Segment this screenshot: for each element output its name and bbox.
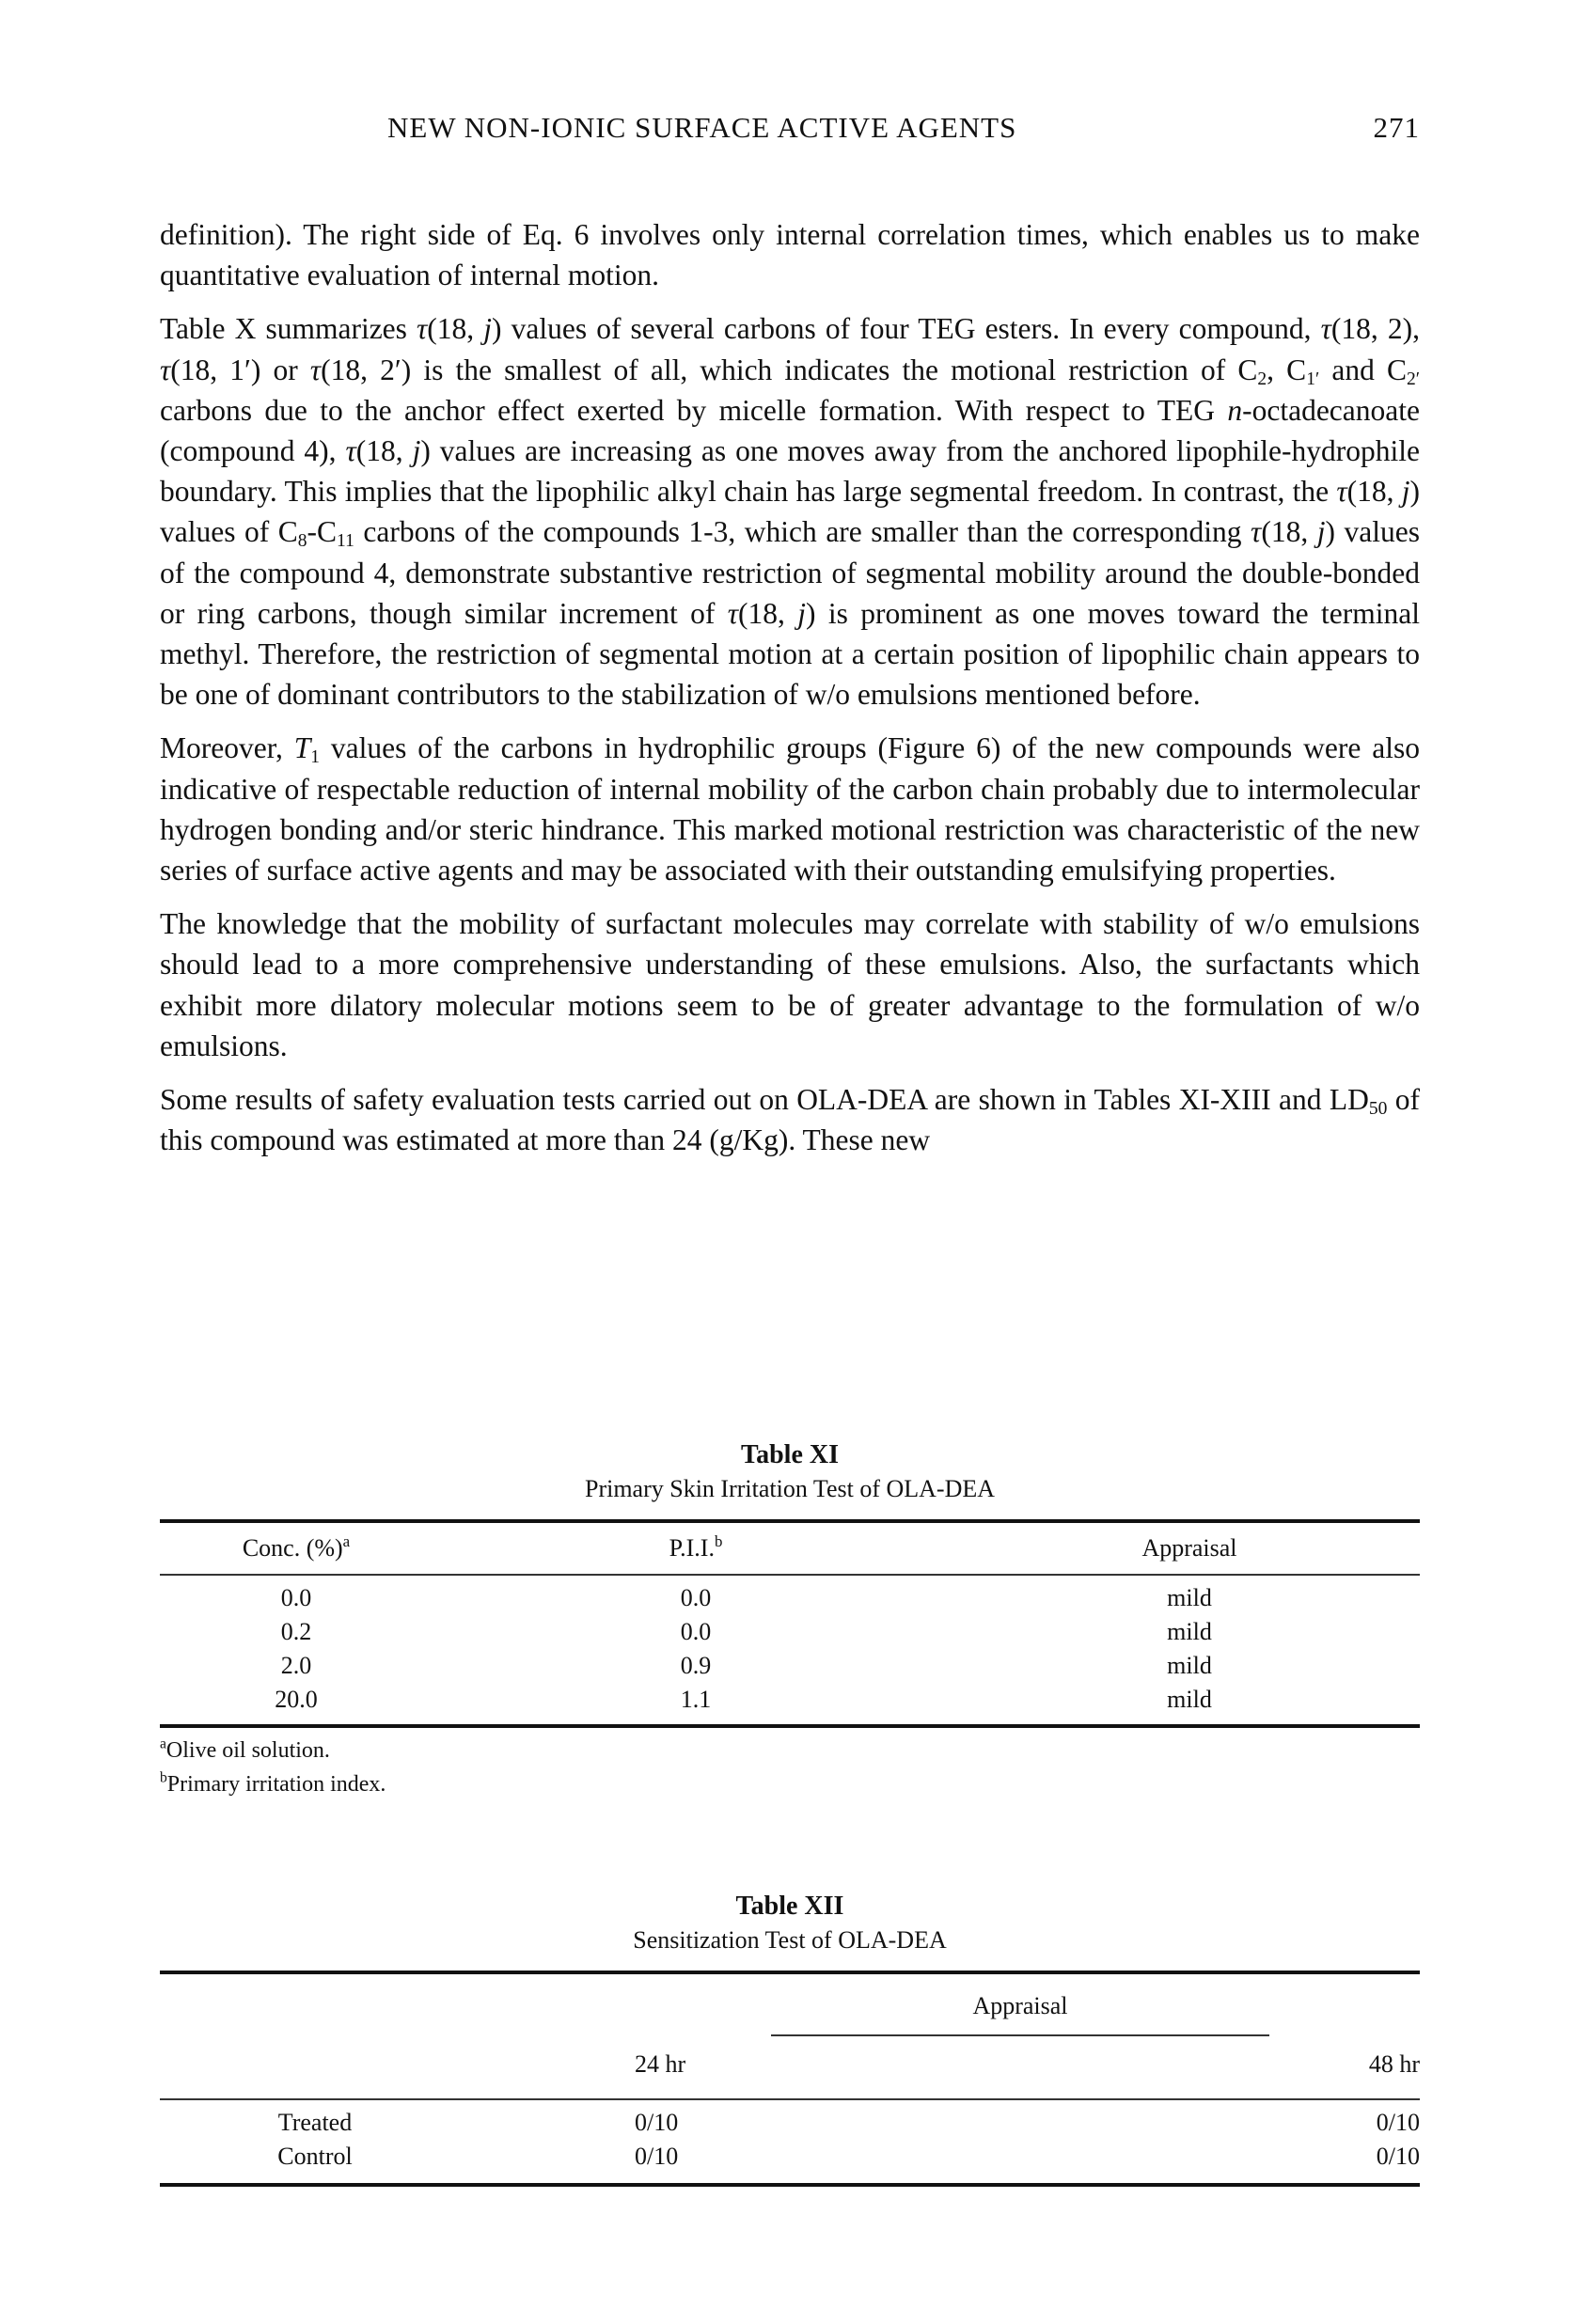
table-footnote-b: $^b$Primary irritation index. [160, 1769, 386, 1797]
table-xii-title: Sensitization Test of OLA-DEA [633, 1926, 947, 1954]
table-row: Treated 0/10 0/10 [277, 2109, 1420, 2136]
table-xi [160, 1438, 1420, 1801]
table-row: 0.0 0.0 mild [280, 1584, 1212, 1611]
header-pii: P.I.I.$^b$ [669, 1531, 723, 1562]
paragraph-4: The knowledge that the mobility of surfactant molecules may correlate with stability of w/o emulsions should lead to a more comprehensive understanding of these emulsions. Also, the surfactants which exhibit more dilatory molecular motions seem to be of greater advantage to the formulation of w/o emulsions. [160, 907, 1420, 1062]
paragraph-1: definition). The right side of Eq. 6 involves only internal correlation times, which enables us to make quantitative evaluation of internal motion. [160, 218, 1420, 292]
table-row: 0.2 0.0 mild [280, 1618, 1212, 1645]
running-head [0, 111, 1574, 152]
table-top-rule [160, 1971, 1420, 1974]
running-title: NEW NON-IONIC SURFACE ACTIVE AGENTS [387, 111, 1017, 144]
table-header-row [160, 2036, 1420, 2093]
table-row: 2.0 0.9 mild [280, 1652, 1212, 1679]
header-conc: Conc. (%)$^a$ [242, 1531, 351, 1562]
table-bottom-rule [160, 1724, 1420, 1728]
body-text [160, 214, 1420, 1173]
table-xii [160, 1890, 1420, 2187]
table-xi-label: Table XI [740, 1440, 839, 1469]
table-footnote-a: $^a$Olive oil solution. [160, 1735, 330, 1763]
page-number: 271 [1373, 111, 1420, 144]
header-48hr: 48 hr [1368, 2050, 1420, 2078]
paragraph-2: Table X summarizes τ(18, j) values of several carbons of four TEG esters. In every compound, τ(18, 2), τ(18, 1′) or τ(18, 2′) is the smallest of all, which indicates the motional restriction of $C_2$, $C_{1'}$ and $C_{2'}$ carbons due to the anchor effect exerted by micelle formation. With respect to TEG n-octadecanoate (compound 4), τ(18, j) values are increasing as one moves away from the anchored lipophile-hydrophile boundary. This implies that the lipophilic alkyl chain has large segmental freedom. In contrast, the τ(18, j) values of $C_8-C_{11}$ carbons of the compounds 1-3, which are smaller than the corresponding τ(18, j) values of the compound 4, demonstrate substantive restriction of segmental mobility around the double-bonded or ring carbons, though similar increment of τ(18, j) is prominent as one moves toward the terminal methyl. Therefore, the restriction of segmental motion at a certain position of lipophilic chain appears to be one of dominant contributors to the stabilization of w/o emulsions mentioned before. [160, 312, 1420, 712]
paragraph-5: Some results of safety evaluation tests carried out on OLA-DEA are shown in Tables XI-XIII and $LD_{50}$ of this compound was estimated at more than 24 (g/Kg). These new [160, 1083, 1420, 1157]
table-header-rule [160, 1574, 1420, 1576]
header-appraisal-group: Appraisal [972, 1992, 1068, 2019]
table-row: Control 0/10 0/10 [277, 2143, 1420, 2170]
table-header-rule [160, 2098, 1420, 2100]
table-xi-title: Primary Skin Irritation Test of OLA-DEA [584, 1475, 996, 1502]
table-row: 20.0 1.1 mild [275, 1686, 1212, 1713]
header-appraisal: Appraisal [1141, 1534, 1237, 1562]
table-xii-label: Table XII [735, 1892, 844, 1921]
table-bottom-rule [160, 2183, 1420, 2187]
header-24hr: 24 hr [635, 2050, 686, 2078]
table-header-row [160, 1523, 1420, 1574]
paragraph-3: Moreover, $T_1$ values of the carbons in hydrophilic groups (Figure 6) of the new compounds were also indicative of respectable reduction of internal mobility of the carbon chain probably due to intermolecular hydrogen bonding and/or steric hindrance. This marked motional restriction was characteristic of the new series of surface active agents and may be associated with their outstanding emulsifying properties. [160, 731, 1420, 887]
